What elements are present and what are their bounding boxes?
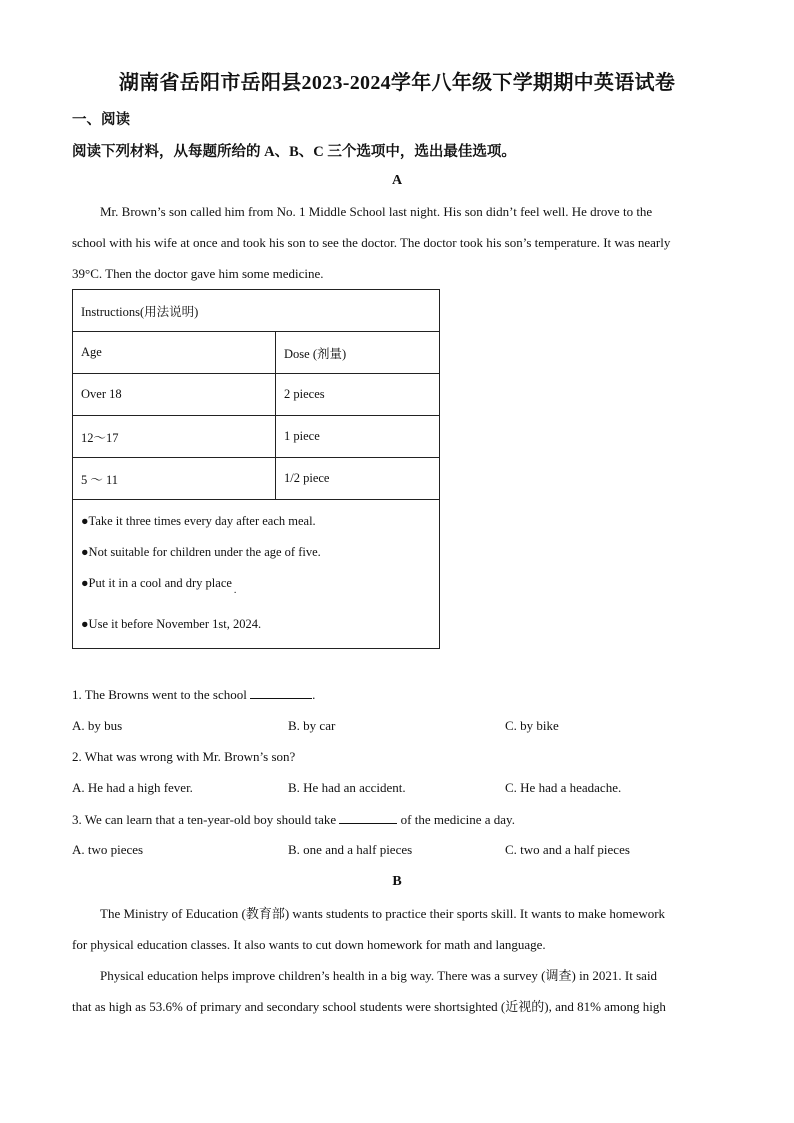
exam-title: 湖南省岳阳市岳阳县2023-2024学年八年级下学期期中英语试卷 xyxy=(118,72,676,94)
q2-option-b[interactable]: B. He had an accident. xyxy=(288,780,406,795)
dose-cell: 2 pieces xyxy=(276,374,440,416)
passage-b-line xyxy=(72,991,722,1022)
q3-option-a[interactable]: A. two pieces xyxy=(72,842,144,857)
q2-option-c[interactable]: C. He had a headache. xyxy=(505,780,622,795)
table-notes xyxy=(73,500,440,649)
note-item: ●Not suitable for children under the age of five. xyxy=(81,545,321,559)
table-notes-row xyxy=(73,500,440,649)
reading-instruction: 阅读下列材料，从每题所给的 A、B、C 三个选项中，选出最佳选项。 xyxy=(72,144,516,160)
header-dose: Dose (剂量) xyxy=(276,332,440,374)
q2-option-a[interactable]: A. He had a high fever. xyxy=(72,780,193,795)
question-1-stem-end: . xyxy=(312,687,316,702)
passage-a-label: A xyxy=(391,173,403,188)
q1-option-a[interactable]: A. by bus xyxy=(72,718,123,733)
table-caption-row xyxy=(73,290,440,332)
note-item: ●Take it three times every day after each meal. xyxy=(81,514,316,528)
question-3 xyxy=(72,811,515,828)
q1-option-c[interactable]: C. by bike xyxy=(505,718,559,733)
medicine-instructions-table xyxy=(72,289,440,649)
q3-option-c[interactable]: C. two and a half pieces xyxy=(505,842,630,857)
q3-option-b[interactable]: B. one and a half pieces xyxy=(288,842,413,857)
age-cell: 5 ～ 11 xyxy=(73,458,276,500)
note-item xyxy=(81,568,431,599)
dose-cell: 1/2 piece xyxy=(276,458,440,500)
note-item: ●Use it before November 1st, 2024. xyxy=(81,617,262,631)
passage-b-text xyxy=(72,898,722,1022)
table-header-row xyxy=(73,332,440,374)
passage-b-line xyxy=(72,898,722,929)
table-caption: Instructions(用法说明) xyxy=(73,290,440,332)
question-1 xyxy=(72,686,315,703)
passage-a-line xyxy=(72,227,722,258)
passage-a-line xyxy=(72,258,722,289)
answer-blank[interactable] xyxy=(250,686,312,699)
passage-a-line-1: Mr. Brown’s son called him from No. 1 Middle School last night. His son didn’t feel well. He drove to the xyxy=(100,204,653,219)
passage-b-p2-line-1: Physical education helps improve children’s health in a big way. There was a survey (调查) in 2021. It said xyxy=(100,968,658,983)
age-cell: 12～17 xyxy=(73,416,276,458)
passage-b-p1-line-2: for physical education classes. It also wants to cut down homework for math and language. xyxy=(72,937,546,952)
passage-b-line xyxy=(72,929,722,960)
question-2-stem: 2. What was wrong with Mr. Brown’s son? xyxy=(72,749,296,764)
dose-cell: 1 piece xyxy=(276,416,440,458)
question-1-stem: 1. The Browns went to the school xyxy=(72,687,247,702)
q1-option-b[interactable]: B. by car xyxy=(288,718,336,733)
passage-a-line-3: 39°C. Then the doctor gave him some medicine. xyxy=(72,266,324,281)
table-row xyxy=(73,374,440,416)
passage-b-p1-line-1: The Ministry of Education (教育部) wants students to practice their sports skill. It wants to make homework xyxy=(100,906,666,921)
table-row xyxy=(73,458,440,500)
stray-dot: . xyxy=(233,585,237,596)
note-text: ●Put it in a cool and dry place xyxy=(81,576,232,590)
age-cell: Over 18 xyxy=(73,374,276,416)
question-3-stem-end: of the medicine a day. xyxy=(400,812,515,827)
passage-b-p2-line-2: that as high as 53.6% of primary and secondary school students were shortsighted (近视的), and 81% among high xyxy=(72,999,666,1014)
header-age: Age xyxy=(73,332,276,374)
section-heading: 一、阅读 xyxy=(72,112,130,128)
question-2 xyxy=(72,749,295,765)
answer-blank[interactable] xyxy=(339,811,397,824)
passage-b-line xyxy=(72,960,722,991)
passage-a-line xyxy=(72,196,722,227)
passage-a-line-2: school with his wife at once and took his son to see the doctor. The doctor took his son’s temperature. It was nearly xyxy=(72,235,671,250)
passage-b-label: B xyxy=(392,874,402,889)
table-row xyxy=(73,416,440,458)
passage-a-text xyxy=(72,196,722,289)
question-3-stem: 3. We can learn that a ten-year-old boy should take xyxy=(72,812,337,827)
